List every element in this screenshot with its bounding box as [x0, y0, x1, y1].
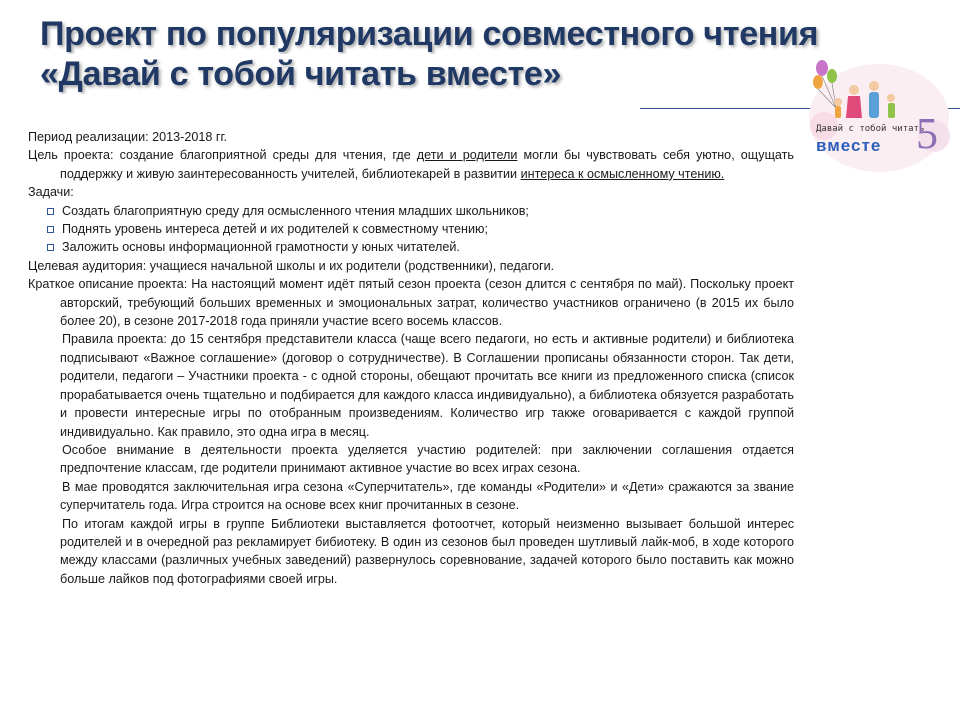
goal-underlined-2: интереса к осмысленному чтению. [520, 166, 725, 181]
logo-caption: Давай с тобой читать [816, 124, 925, 134]
goal-text-2: могли бы чувствовать себя уютно, ощущать поддержку и живую заинтересованность учителей, библиотекарей в развитии [60, 148, 794, 181]
list-item: Поднять уровень интереса детей и их родителей к совместному чтению; [46, 220, 794, 238]
title-line-2: «Давай с тобой читать вместе» [40, 55, 562, 93]
photo-report-paragraph: По итогам каждой игры в группе Библиотеки выставляется фотоотчет, который неизменно вызывает большой интерес родителей и в очередной раз рекламирует бибиотеку. В один из сезонов был проведен шутливый лайк-моб, в ходе которого между классами (различных учебных заведений) развернулось соревнование, задачей которого было поставить как можно больше лайков под фотографиями своей игры. [60, 516, 794, 586]
final-game-paragraph: В мае проводятся заключительная игра сезона «Суперчитатель», где команды «Родители» и «Дети» сражаются за звание суперчитатель года. Игра строится на основе всех книг прочитанных в сезоне. [60, 479, 794, 513]
period-value: 2013-2018 гг. [148, 130, 227, 144]
description-paragraph [28, 275, 794, 330]
logo-word: вместе [816, 136, 882, 155]
tasks-label: Задачи: [28, 185, 74, 200]
audience-line [28, 257, 794, 275]
period-label: Период реализации: [28, 130, 149, 144]
goal-text-1: : создание благоприятной среды для чтения, где [110, 148, 417, 163]
title-line-1: Проект по популяризации совместного чтения [40, 15, 819, 53]
tasks-list [28, 202, 794, 257]
goal-label: Цель проекта [28, 148, 111, 163]
rules-paragraph: Правила проекта: до 15 сентября представители класса (чаще всего педагоги, но есть и активные родители) и библиотека подписывают «Важное соглашение» (договор о сотрудничестве). В Соглашении прописаны обязанности сторон. Так дети, родители, педагоги – Участники проекта - с одной стороны, обещают прочитать все книги из предложенного списка (список прорабатывается очень тщательно и подбирается для каждого класса индивидуально), а библиотека обязуется разработать и провести интересные игры по отобранным произведениям. Количество игр также оговаривается с каждой группой индивидуально. Как правило, это одна игра в месяц. [60, 332, 794, 439]
project-logo [804, 56, 954, 176]
audience-label: Целевая аудитория: [28, 258, 147, 273]
list-item: Создать благоприятную среду для осмысленного чтения младших школьников; [46, 202, 794, 220]
goal-paragraph [28, 146, 794, 183]
parents-paragraph: Особое внимание в деятельности проекта уделяется участию родителей: при заключении соглашения отдается предпочтение классам, где родители принимают активное участие во всех играх сезона. [60, 442, 794, 476]
description-value: : На настоящий момент идёт пятый сезон проекта (сезон длится с сентября по май). Поскольку проект авторский, требующий больших временных и эмоциональных затрат, количество участников ограничено (в 2015 их было более 20), в сезоне 2017-2018 года приняли участие всего восемь классов. [60, 277, 794, 329]
goal-underlined-1: дети и родители [416, 148, 518, 163]
description-label: Краткое описание проекта [28, 277, 184, 292]
project-description [28, 128, 794, 588]
audience-value: учащиеся начальной школы и их родители (родственники), педагоги. [146, 258, 555, 273]
period-line [28, 128, 794, 146]
list-item: Заложить основы информационной грамотности у юных читателей. [46, 238, 794, 256]
logo-number: 5 [916, 109, 938, 158]
